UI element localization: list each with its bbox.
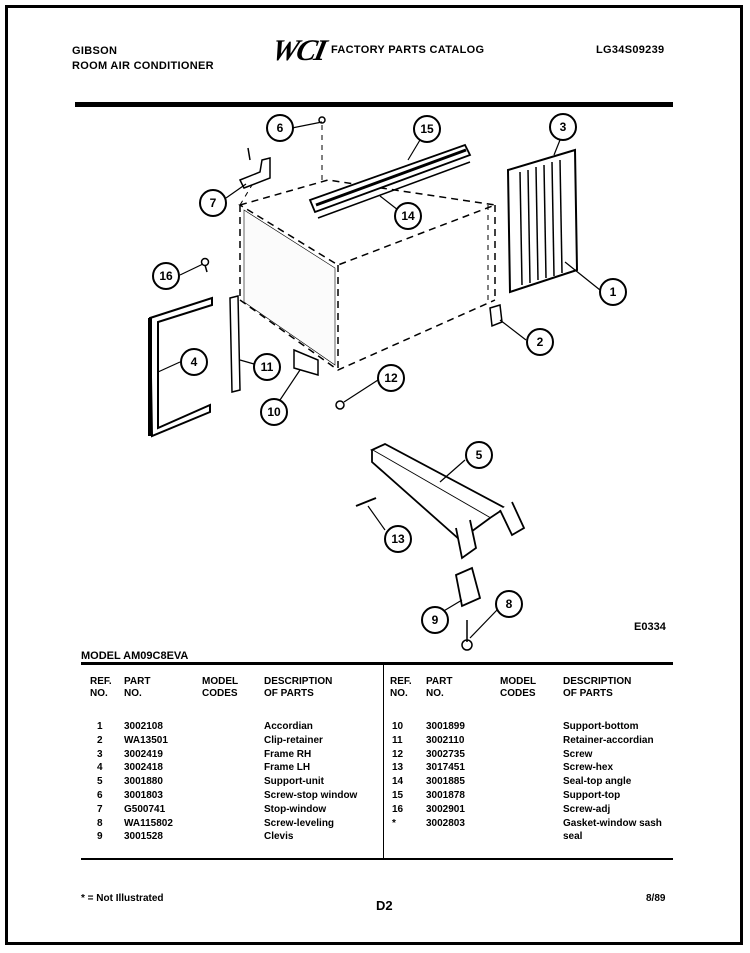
- screw-6a: [248, 148, 250, 160]
- clip-retainer: [490, 305, 502, 326]
- right-ref-column: [392, 720, 403, 844]
- table-cell: WA13501: [124, 734, 168, 746]
- svg-text:1: 1: [609, 285, 617, 299]
- table-cell: 3001885: [426, 776, 465, 788]
- table-cell: 3017451: [426, 762, 465, 774]
- svg-text:13: 13: [391, 532, 405, 546]
- table-cell: 2: [97, 734, 103, 746]
- table-cell: 3002108: [124, 721, 163, 732]
- header-part-right: PART NO.: [426, 676, 453, 699]
- table-cell: Screw-adj: [563, 803, 611, 815]
- accordion-frame-right: [508, 150, 577, 292]
- table-cell: Support-unit: [264, 776, 324, 788]
- left-part-column: [124, 720, 173, 844]
- table-cell: Support-bottom: [563, 721, 639, 732]
- brand-name: GIBSON: [72, 45, 118, 57]
- callout-15: [414, 116, 440, 142]
- table-cell: Gasket-window sash: [563, 817, 662, 829]
- table-cell: Seal-top angle: [563, 776, 632, 788]
- callout-1: [600, 279, 626, 305]
- table-cell: 7: [97, 803, 103, 815]
- svg-text:7: 7: [209, 196, 217, 210]
- table-cell: 16: [392, 803, 404, 815]
- header-ref-right: REF. NO.: [390, 676, 412, 699]
- table-cell: 1: [97, 721, 103, 732]
- table-cell: G500741: [124, 803, 166, 815]
- callout-9: [422, 607, 448, 633]
- table-cell: 3: [97, 748, 103, 760]
- table-cell: 3002803: [426, 817, 465, 829]
- callout-7: [200, 190, 226, 216]
- table-cell: 15: [392, 789, 404, 801]
- table-cell: 8: [97, 817, 103, 829]
- table-cell: 5: [97, 776, 103, 788]
- svg-text:11: 11: [260, 360, 274, 374]
- table-cell: Clevis: [264, 831, 294, 843]
- callout-14: [395, 203, 421, 229]
- callout-12: [378, 365, 404, 391]
- table-cell: 3002110: [426, 734, 465, 746]
- table-cell: seal: [563, 831, 583, 843]
- table-bottom-rule: [81, 858, 673, 860]
- header-part-left: PART NO.: [124, 676, 151, 699]
- table-cell: 3002901: [426, 803, 465, 815]
- clevis: [456, 568, 480, 606]
- page-number: D2: [376, 898, 393, 913]
- svg-text:8: 8: [505, 597, 513, 611]
- table-cell: 3001528: [124, 831, 163, 843]
- table-cell: 13: [392, 762, 404, 774]
- callout-16: [153, 263, 179, 289]
- wci-logo: WCI: [268, 34, 328, 67]
- table-top-rule: [81, 662, 673, 665]
- table-cell: [426, 830, 465, 844]
- table-cell: 6: [97, 789, 103, 801]
- callout-3: [550, 114, 576, 140]
- svg-text:10: 10: [267, 405, 281, 419]
- table-cell: Frame LH: [264, 762, 311, 774]
- svg-text:12: 12: [384, 371, 398, 385]
- table-cell: 3002418: [124, 762, 163, 774]
- table-cell: 3001878: [426, 789, 465, 801]
- callout-10: [261, 399, 287, 425]
- callout-2: [527, 329, 553, 355]
- table-cell: 11: [392, 734, 403, 746]
- support-bottom-bracket: [294, 350, 318, 375]
- callout-8: [496, 591, 522, 617]
- table-cell: Frame RH: [264, 748, 312, 760]
- svg-text:6: 6: [276, 121, 284, 135]
- catalog-title: FACTORY PARTS CATALOG: [331, 44, 485, 56]
- table-cell: Retainer-accordian: [563, 734, 654, 746]
- table-cell: 9: [97, 831, 103, 843]
- table-cell: 4: [97, 762, 103, 774]
- callout-4: [181, 349, 207, 375]
- callout-11: [254, 354, 280, 380]
- header-desc-right: DESCRIPTION OF PARTS: [563, 676, 632, 699]
- table-cell: Support-top: [563, 789, 621, 801]
- table-cell: 3001880: [124, 776, 163, 788]
- header-ref-left: REF. NO.: [90, 676, 112, 699]
- table-cell: Screw-hex: [563, 762, 614, 774]
- table-cell: Screw-stop window: [264, 789, 358, 801]
- header-desc-left: DESCRIPTION OF PARTS: [264, 676, 333, 699]
- revision-date: 8/89: [646, 893, 666, 904]
- right-desc-column: [563, 720, 662, 844]
- header-model-right: MODEL CODES: [500, 676, 537, 699]
- svg-text:16: 16: [159, 269, 173, 283]
- table-cell: Stop-window: [264, 803, 327, 815]
- svg-text:2: 2: [536, 335, 544, 349]
- model-label: MODEL AM09C8EVA: [81, 650, 189, 662]
- footnote: * = Not Illustrated: [81, 893, 164, 904]
- table-cell: Accordian: [264, 721, 313, 732]
- table-cell: 12: [392, 748, 404, 760]
- diagram-id: E0334: [634, 621, 666, 633]
- svg-text:5: 5: [475, 448, 483, 462]
- left-ref-column: [97, 720, 103, 844]
- table-column-divider: [383, 665, 384, 858]
- svg-text:4: 4: [190, 355, 198, 369]
- svg-text:14: 14: [401, 209, 415, 223]
- table-cell: [392, 830, 403, 844]
- right-part-column: [426, 720, 465, 844]
- table-cell: 3001803: [124, 789, 163, 801]
- table-cell: Screw: [563, 748, 593, 760]
- callout-6: [267, 115, 293, 141]
- stop-window-bracket: [240, 158, 270, 188]
- svg-text:9: 9: [431, 613, 439, 627]
- table-cell: 10: [392, 721, 404, 732]
- catalog-code: LG34S09239: [596, 44, 665, 56]
- callout-13: [385, 526, 411, 552]
- table-cell: 3001899: [426, 721, 465, 732]
- retainer-strip: [230, 296, 240, 392]
- table-cell: 3002419: [124, 748, 163, 760]
- table-cell: Screw-leveling: [264, 817, 335, 829]
- table-cell: 3002735: [426, 748, 465, 760]
- left-desc-column: [264, 720, 357, 844]
- table-cell: 14: [392, 776, 404, 788]
- table-cell: WA115802: [124, 817, 173, 829]
- svg-text:3: 3: [559, 120, 567, 134]
- svg-text:15: 15: [420, 122, 434, 136]
- product-type: ROOM AIR CONDITIONER: [72, 60, 214, 72]
- header-model-left: MODEL CODES: [202, 676, 239, 699]
- table-cell: Clip-retainer: [264, 734, 323, 746]
- callout-5: [466, 442, 492, 468]
- table-cell: *: [392, 817, 396, 829]
